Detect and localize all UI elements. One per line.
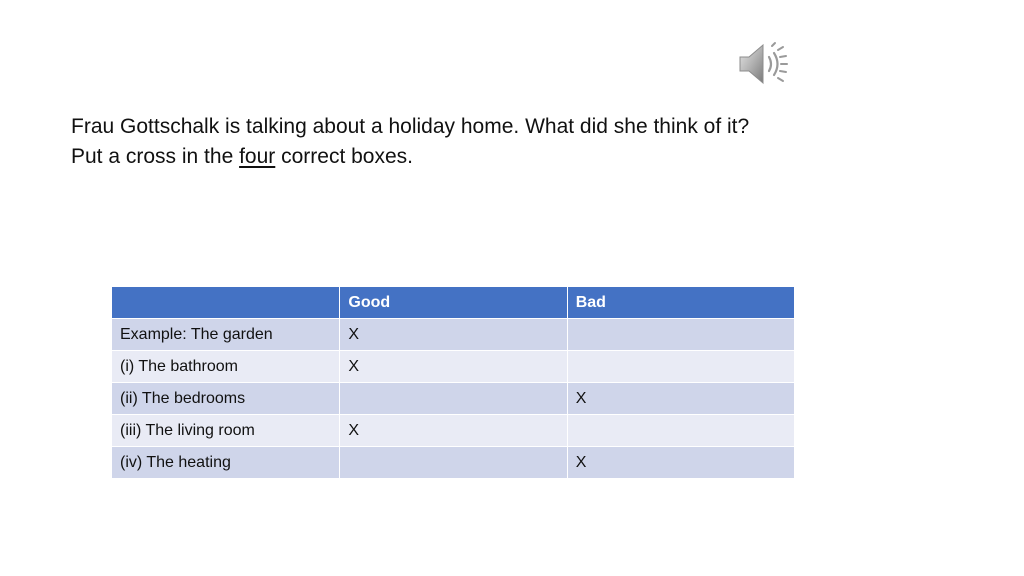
bad-cell[interactable]: X: [567, 447, 794, 479]
header-item: [112, 287, 340, 319]
instruction-end: correct boxes.: [275, 145, 414, 168]
row-label: (ii) The bedrooms: [112, 383, 340, 415]
table-row: [112, 319, 795, 351]
bad-cell[interactable]: [567, 351, 794, 383]
bad-cell[interactable]: [567, 319, 794, 351]
good-cell[interactable]: X: [340, 351, 567, 383]
row-label: (iii) The living room: [112, 415, 340, 447]
table-row: [112, 351, 795, 383]
question-line-2: [71, 142, 749, 172]
header-good: Good: [340, 287, 567, 319]
good-cell[interactable]: X: [340, 415, 567, 447]
table-header-row: [112, 287, 795, 319]
good-cell[interactable]: [340, 383, 567, 415]
bad-cell[interactable]: X: [567, 383, 794, 415]
question-text: [71, 112, 749, 172]
table-row: [112, 383, 795, 415]
answer-table: [111, 286, 795, 479]
bad-cell[interactable]: [567, 415, 794, 447]
instruction-start: Put a cross in the: [71, 145, 240, 168]
instruction-emphasis: four: [239, 145, 276, 168]
row-label: (iv) The heating: [112, 447, 340, 479]
good-cell[interactable]: [340, 447, 567, 479]
question-line-1: Frau Gottschalk is talking about a holiday home. What did she think of it?: [71, 115, 750, 138]
row-label: Example: The garden: [112, 319, 340, 351]
speaker-icon[interactable]: [737, 40, 789, 88]
good-cell[interactable]: X: [340, 319, 567, 351]
header-bad: Bad: [567, 287, 794, 319]
row-label: (i) The bathroom: [112, 351, 340, 383]
table-row: [112, 447, 795, 479]
table-row: [112, 415, 795, 447]
